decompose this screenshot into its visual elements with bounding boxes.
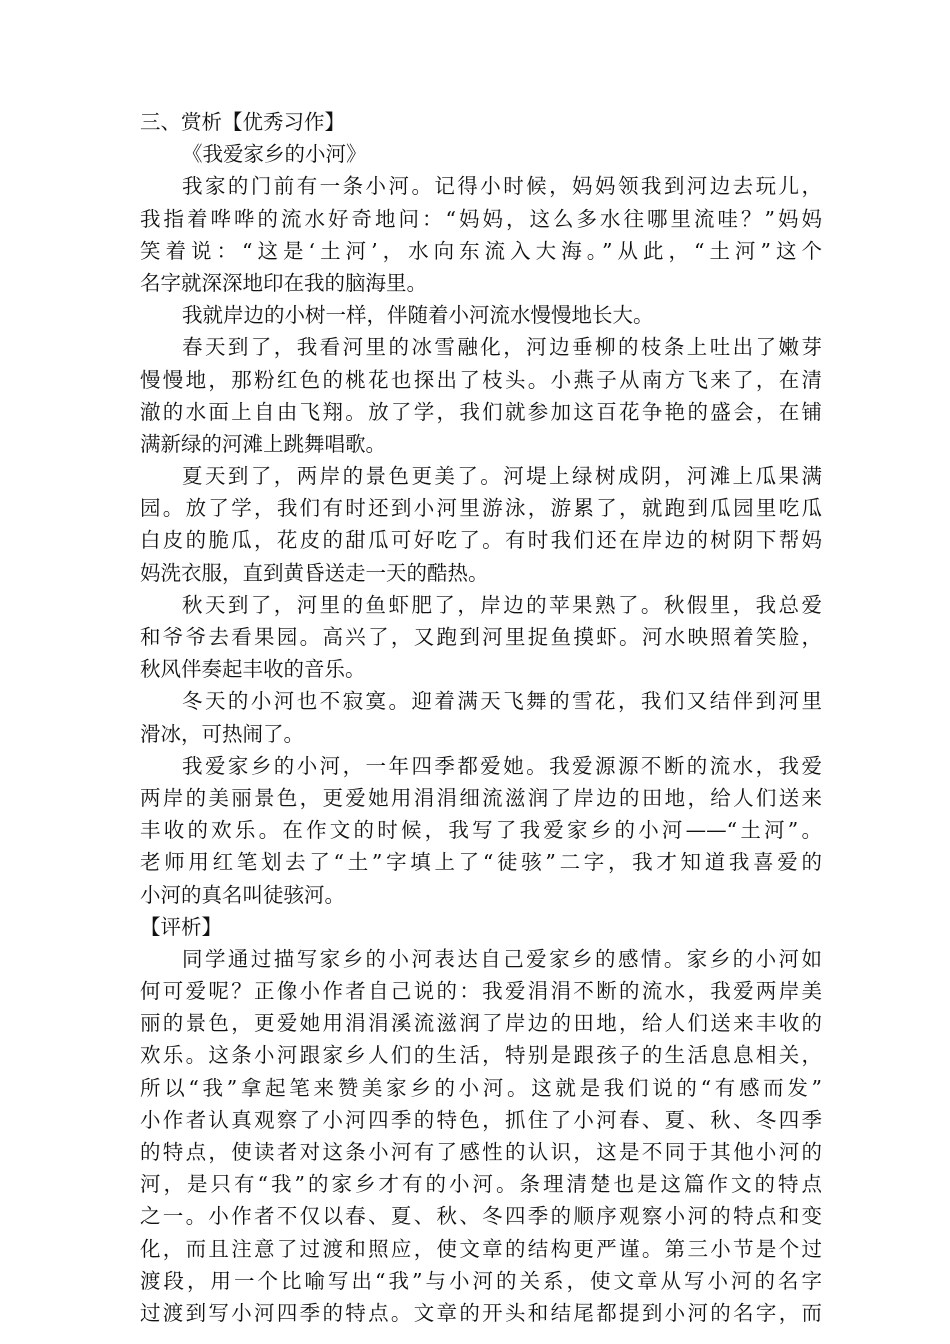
review-line: 同学通过描写家乡的小河表达自己爱家乡的感情。家乡的小河如 bbox=[182, 946, 822, 971]
review-line: 丽的景色，更爱她用涓涓溪流滋润了岸边的田地，给人们送来丰收的 bbox=[140, 1011, 822, 1036]
paragraph-1 bbox=[140, 170, 822, 299]
paragraph-ending bbox=[140, 750, 822, 911]
text-line: 笑着说：“这是‘土河’，水向东流入大海。”从此，“土河”这个 bbox=[140, 238, 822, 263]
review-line: 欢乐。这条小河跟家乡人们的生活，特别是跟孩子的生活息息相关， bbox=[140, 1043, 822, 1068]
text-line: 夏天到了，两岸的景色更美了。河堤上绿树成阴，河滩上瓜果满 bbox=[182, 464, 822, 489]
review-heading: 【评析】 bbox=[140, 914, 222, 939]
paragraph-autumn bbox=[140, 589, 822, 686]
text-line: 秋风伴奏起丰收的音乐。 bbox=[140, 657, 366, 682]
review-line: 之一。小作者不仅以春、夏、秋、冬四季的顺序观察小河的特点和变 bbox=[140, 1204, 822, 1229]
text-line: 慢慢地，那粉红色的桃花也探出了枝头。小燕子从南方飞来了，在清 bbox=[140, 367, 822, 392]
text-line: 我指着哗哗的流水好奇地问：“妈妈，这么多水往哪里流哇？”妈妈 bbox=[140, 206, 822, 231]
text-line: 我就岸边的小树一样，伴随着小河流水慢慢地长大。 bbox=[182, 303, 654, 328]
paragraph-summer bbox=[140, 460, 822, 589]
text-line: 名字就深深地印在我的脑海里。 bbox=[140, 270, 427, 295]
paragraph-2 bbox=[140, 299, 822, 331]
text-line: 冬天的小河也不寂寞。迎着满天飞舞的雪花，我们又结伴到河里 bbox=[182, 689, 822, 714]
text-line: 和爷爷去看果园。高兴了，又跑到河里捉鱼摸虾。河水映照着笑脸， bbox=[140, 625, 822, 649]
text-line: 园。放了学，我们有时还到小河里游泳，游累了，就跑到瓜园里吃瓜 bbox=[140, 496, 822, 521]
paragraph-winter bbox=[140, 685, 822, 749]
text-line: 滑冰，可热闹了。 bbox=[140, 721, 304, 746]
text-line: 两岸的美丽景色，更爱她用涓涓细流滋润了岸边的田地，给人们送来 bbox=[140, 785, 822, 810]
review-line: 渡段，用一个比喻写出“我”与小河的关系，使文章从写小河的名字 bbox=[140, 1268, 822, 1293]
essay-title: 《我爱家乡的小河》 bbox=[182, 142, 367, 167]
review-line: 河，是只有“我”的家乡才有的小河。条理清楚也是这篇作文的特点 bbox=[140, 1172, 822, 1197]
review-body bbox=[140, 943, 822, 1329]
text-line: 我家的门前有一条小河。记得小时候，妈妈领我到河边去玩儿， bbox=[182, 174, 822, 199]
review-line: 过渡到写小河四季的特点。文章的开头和结尾都提到小河的名字，而 bbox=[140, 1300, 822, 1325]
review-line: 小作者认真观察了小河四季的特色，抓住了小河春、夏、秋、冬四季 bbox=[140, 1107, 822, 1132]
section-heading: 三、赏析【优秀习作】 bbox=[140, 110, 345, 134]
text-line: 妈洗衣服，直到黄昏送走一天的酷热。 bbox=[140, 560, 489, 585]
text-line: 小河的真名叫徒骇河。 bbox=[140, 882, 345, 907]
paragraph-spring bbox=[140, 331, 822, 460]
essay-body bbox=[140, 170, 822, 910]
review-line: 何可爱呢？正像小作者自己说的：我爱涓涓不断的流水，我爱两岸美 bbox=[140, 979, 822, 1004]
review-line: 的特点，使读者对这条小河有了感性的认识，这是不同于其他小河的 bbox=[140, 1140, 822, 1164]
document-page bbox=[140, 106, 822, 1329]
review-line: 所以“我”拿起笔来赞美家乡的小河。这就是我们说的“有感而发” bbox=[140, 1075, 822, 1100]
text-line: 我爱家乡的小河，一年四季都爱她。我爱源源不断的流水，我爱 bbox=[182, 753, 822, 778]
text-line: 澈的水面上自由飞翔。放了学，我们就参加这百花争艳的盛会，在铺 bbox=[140, 399, 822, 424]
text-line: 老师用红笔划去了“土”字填上了“徒骇”二字，我才知道我喜爱的 bbox=[140, 850, 822, 875]
text-line: 秋天到了，河里的鱼虾肥了，岸边的苹果熟了。秋假里，我总爱 bbox=[182, 592, 822, 617]
text-line: 春天到了，我看河里的冰雪融化，河边垂柳的枝条上吐出了嫩芽 bbox=[182, 335, 822, 360]
text-line: 白皮的脆瓜，花皮的甜瓜可好吃了。有时我们还在岸边的树阴下帮妈 bbox=[140, 528, 822, 553]
review-line: 化，而且注意了过渡和照应，使文章的结构更严谨。第三小节是个过 bbox=[140, 1236, 822, 1261]
text-line: 满新绿的河滩上跳舞唱歌。 bbox=[140, 431, 386, 456]
text-line: 丰收的欢乐。在作文的时候，我写了我爱家乡的小河——“土河”。 bbox=[140, 818, 822, 843]
